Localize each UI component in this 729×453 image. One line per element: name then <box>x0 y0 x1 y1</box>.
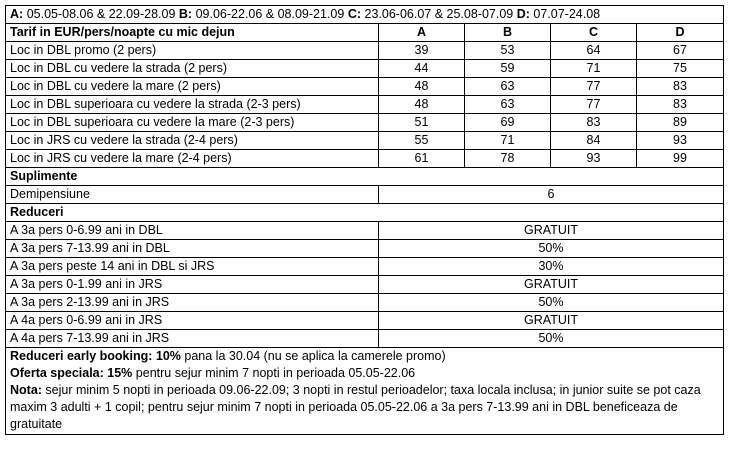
note-line <box>10 382 719 433</box>
early-booking-label: Reduceri early booking: <box>10 349 153 363</box>
early-booking-value: 10% <box>155 349 181 363</box>
period-b-dates: 09.06-22.06 & 08.09-21.09 <box>195 7 345 21</box>
notes-row <box>6 348 724 435</box>
discount-value: 30% <box>379 258 724 276</box>
early-booking-line <box>10 348 719 365</box>
rate-d: 89 <box>637 114 724 132</box>
discount-label: A 4a pers 7-13.99 ani in JRS <box>6 330 379 348</box>
note-label: Nota: <box>10 383 42 397</box>
discount-value: 50% <box>379 294 724 312</box>
discount-label: A 3a pers peste 14 ani in DBL si JRS <box>6 258 379 276</box>
column-header-c: C <box>551 24 637 42</box>
price-table-container <box>5 5 723 435</box>
rate-b: 78 <box>465 150 551 168</box>
period-a-dates: 05.05-08.06 & 22.09-28.09 <box>26 7 176 21</box>
room-type-label: Loc in DBL promo (2 pers) <box>6 42 379 60</box>
rates-header: Tarif in EUR/pers/noapte cu mic dejun <box>6 24 379 42</box>
rate-a: 39 <box>379 42 465 60</box>
rate-b: 53 <box>465 42 551 60</box>
supplements-header: Suplimente <box>6 168 724 186</box>
discount-value: 50% <box>379 330 724 348</box>
discounts-header: Reduceri <box>6 204 724 222</box>
discount-value: GRATUIT <box>379 276 724 294</box>
rate-a: 51 <box>379 114 465 132</box>
discount-row <box>6 258 724 276</box>
discount-label: A 3a pers 0-1.99 ani in JRS <box>6 276 379 294</box>
rate-b: 71 <box>465 132 551 150</box>
rate-c: 71 <box>551 60 637 78</box>
room-type-label: Loc in JRS cu vedere la strada (2-4 pers) <box>6 132 379 150</box>
room-type-label: Loc in DBL superioara cu vedere la strada (2-3 pers) <box>6 96 379 114</box>
early-booking-text: pana la 30.04 (nu se aplica la camerele promo) <box>180 349 446 363</box>
discount-label: A 3a pers 7-13.99 ani in DBL <box>6 240 379 258</box>
rate-d: 93 <box>637 132 724 150</box>
column-header-d: D <box>637 24 724 42</box>
rate-c: 83 <box>551 114 637 132</box>
discount-row <box>6 312 724 330</box>
room-type-label: Loc in DBL superioara cu vedere la mare (2-3 pers) <box>6 114 379 132</box>
rate-row <box>6 132 724 150</box>
supplements-header-row <box>6 168 724 186</box>
rate-row <box>6 96 724 114</box>
discount-row <box>6 294 724 312</box>
rate-c: 93 <box>551 150 637 168</box>
rate-c: 77 <box>551 78 637 96</box>
supplement-row <box>6 186 724 204</box>
rate-b: 63 <box>465 96 551 114</box>
column-header-b: B <box>465 24 551 42</box>
room-type-label: Loc in DBL cu vedere la strada (2 pers) <box>6 60 379 78</box>
rate-c: 84 <box>551 132 637 150</box>
rate-a: 61 <box>379 150 465 168</box>
rate-d: 83 <box>637 96 724 114</box>
discount-label: A 3a pers 2-13.99 ani in JRS <box>6 294 379 312</box>
rate-row <box>6 42 724 60</box>
periods-cell <box>6 6 724 24</box>
special-offer-text: pentru sejur minim 7 nopti in perioada 05.05-22.06 <box>132 366 416 380</box>
discount-label: A 4a pers 0-6.99 ani in JRS <box>6 312 379 330</box>
rate-d: 99 <box>637 150 724 168</box>
discount-row <box>6 276 724 294</box>
rate-c: 64 <box>551 42 637 60</box>
periods-row <box>6 6 724 24</box>
rate-row <box>6 78 724 96</box>
price-table <box>5 5 724 435</box>
supplement-label: Demipensiune <box>6 186 379 204</box>
rates-header-row <box>6 24 724 42</box>
rate-d: 75 <box>637 60 724 78</box>
notes-cell <box>6 348 724 435</box>
rate-d: 67 <box>637 42 724 60</box>
rate-b: 69 <box>465 114 551 132</box>
period-d-dates: 07.07-24.08 <box>533 7 601 21</box>
rate-a: 55 <box>379 132 465 150</box>
period-a-key: A: <box>10 7 24 21</box>
special-offer-value: 15% <box>107 366 133 380</box>
rate-a: 48 <box>379 96 465 114</box>
discount-value: GRATUIT <box>379 312 724 330</box>
column-header-a: A <box>379 24 465 42</box>
discount-label: A 3a pers 0-6.99 ani in DBL <box>6 222 379 240</box>
period-c-key: C: <box>347 7 362 21</box>
supplement-value: 6 <box>379 186 724 204</box>
discount-row <box>6 330 724 348</box>
rate-b: 63 <box>465 78 551 96</box>
discount-row <box>6 240 724 258</box>
discount-row <box>6 222 724 240</box>
period-d-key: D: <box>516 7 530 21</box>
room-type-label: Loc in JRS cu vedere la mare (2-4 pers) <box>6 150 379 168</box>
rate-row <box>6 150 724 168</box>
rate-a: 48 <box>379 78 465 96</box>
discount-value: 50% <box>379 240 724 258</box>
rate-c: 77 <box>551 96 637 114</box>
period-c-dates: 23.06-06.07 & 25.08-07.09 <box>364 7 514 21</box>
rate-d: 83 <box>637 78 724 96</box>
special-offer-label: Oferta speciala: <box>10 366 104 380</box>
special-offer-line <box>10 365 719 382</box>
discount-value: GRATUIT <box>379 222 724 240</box>
rate-row <box>6 114 724 132</box>
rate-b: 59 <box>465 60 551 78</box>
note-text: sejur minim 5 nopti in perioada 09.06-22.09; 3 nopti in restul perioadelor; taxa locala inclusa; in junior suite se pot caza maxim 3 adulti + 1 copil; pentru sejur minim 7 nopti in perioada 05.05-22.06 a 3a pers 7-13.99 ani in DBL beneficeaza de gratuitate <box>10 383 701 431</box>
rate-a: 44 <box>379 60 465 78</box>
room-type-label: Loc in DBL cu vedere la mare (2 pers) <box>6 78 379 96</box>
rate-row <box>6 60 724 78</box>
period-b-key: B: <box>178 7 193 21</box>
discounts-header-row <box>6 204 724 222</box>
